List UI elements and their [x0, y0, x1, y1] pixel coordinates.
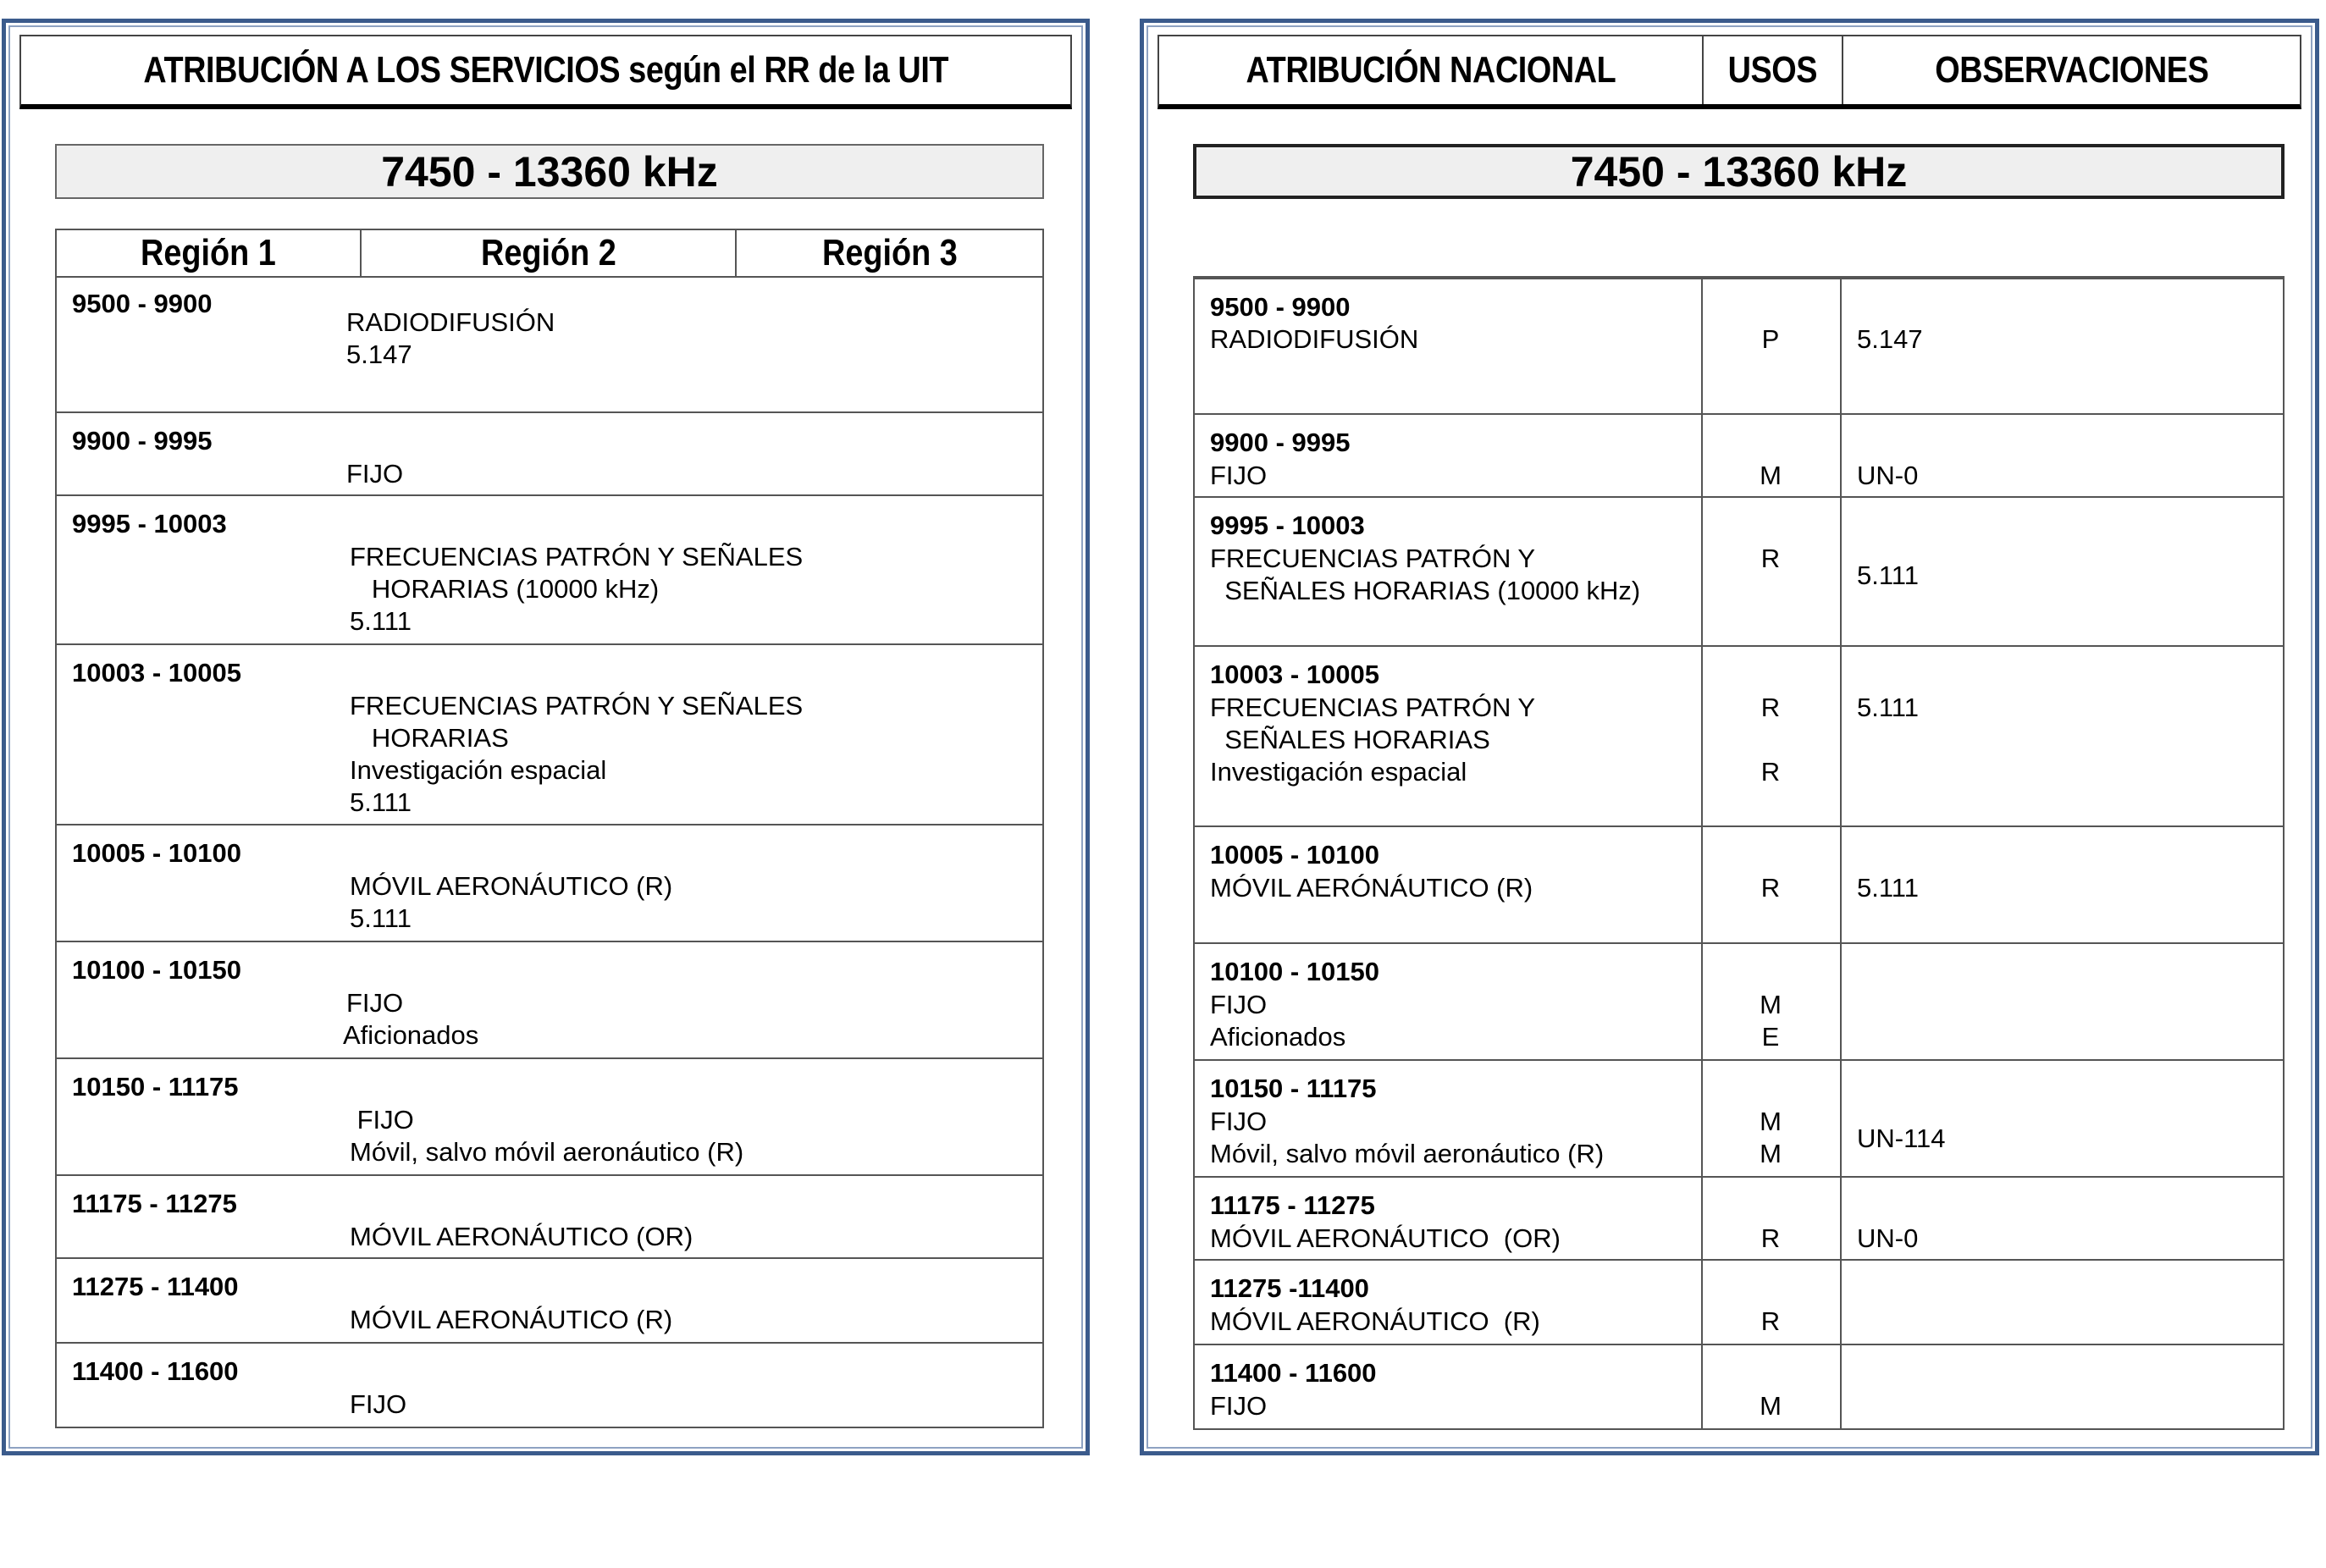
allocation-line: RADIODIFUSIÓN [1210, 324, 1419, 354]
table-row [57, 824, 1042, 941]
frequency-band: 11275 -11400 [1210, 1273, 1369, 1303]
usos-value: M [1760, 1139, 1782, 1168]
allocation-line: MÓVIL AERONÁUTICO (R) [350, 871, 673, 901]
allocation-line: FRECUENCIAS PATRÓN Y SEÑALES [350, 691, 804, 721]
table-row [1195, 942, 2283, 1059]
allocation-line: FIJO [1210, 1391, 1268, 1421]
frequency-band: 10150 - 11175 [1210, 1074, 1377, 1103]
table-row [57, 276, 1042, 411]
usos-value: M [1760, 1391, 1782, 1421]
region-3-header: Región 3 [735, 230, 1042, 276]
itu-allocation-panel [2, 19, 1090, 1455]
allocation-line: FIJO [1210, 1107, 1268, 1136]
observacion-value: UN-0 [1857, 461, 1919, 490]
allocation-line: Móvil, salvo móvil aeronáutico (R) [1210, 1139, 1605, 1168]
observacion-value: UN-0 [1857, 1223, 1919, 1253]
table-row [1195, 1059, 2283, 1176]
allocation-line: Investigación espacial [1210, 757, 1467, 787]
frequency-band: 10100 - 10150 [72, 955, 241, 985]
table-row [57, 1174, 1042, 1257]
region-header-row [55, 229, 1044, 278]
frequency-band: 9900 - 9995 [72, 426, 213, 455]
allocation-line: SEÑALES HORARIAS (10000 kHz) [1210, 576, 1641, 605]
allocation-line: FIJO [350, 1105, 414, 1135]
allocation-line: 5.111 [350, 606, 412, 636]
allocation-line: FRECUENCIAS PATRÓN Y SEÑALES [350, 542, 804, 571]
region-1-header: Región 1 [141, 232, 276, 273]
allocation-line: RADIODIFUSIÓN [346, 307, 555, 337]
observacion-value: 5.111 [1857, 693, 1919, 722]
itu-allocation-table [55, 276, 1044, 1428]
frequency-band: 9500 - 9900 [72, 289, 213, 318]
table-row [1195, 825, 2283, 942]
frequency-band: 10003 - 10005 [1210, 660, 1379, 689]
usos-value: M [1760, 461, 1782, 490]
frequency-band: 10005 - 10100 [1210, 840, 1379, 870]
frequency-band: 11400 - 11600 [1210, 1358, 1377, 1388]
allocation-line: MÓVIL AERONÁUTICO (R) [350, 1305, 673, 1334]
usos-value: R [1760, 757, 1781, 787]
allocation-line: 5.111 [350, 787, 412, 817]
table-row [57, 1057, 1042, 1174]
national-allocation-panel [1140, 19, 2319, 1455]
itu-allocation-header [19, 35, 1072, 109]
table-row [1195, 413, 2283, 496]
table-row [57, 643, 1042, 824]
usos-value: R [1760, 873, 1781, 903]
frequency-band: 10005 - 10100 [72, 838, 241, 868]
observacion-value: UN-114 [1857, 1124, 1946, 1153]
usos-value: R [1760, 1306, 1781, 1336]
allocation-line: MÓVIL AERONÁUTICO (OR) [350, 1222, 693, 1251]
national-allocation-header [1157, 35, 2301, 109]
table-row [1195, 1259, 2283, 1344]
table-row [1195, 1344, 2283, 1428]
usos-header: USOS [1702, 36, 1842, 104]
allocation-line: HORARIAS (10000 kHz) [350, 574, 660, 604]
frequency-band: 9995 - 10003 [72, 509, 227, 538]
frequency-band: 11175 - 11275 [1210, 1190, 1375, 1220]
allocation-line: Aficionados [343, 1020, 479, 1050]
table-row [57, 941, 1042, 1057]
usos-value: R [1760, 693, 1781, 722]
observacion-value: 5.111 [1857, 873, 1919, 903]
allocation-line: 5.147 [346, 340, 412, 369]
frequency-band: 10100 - 10150 [1210, 957, 1379, 986]
allocation-line: MÓVIL AERONÁUTICO (OR) [1210, 1223, 1561, 1253]
frequency-band: 10003 - 10005 [72, 658, 241, 687]
allocation-line: Aficionados [1210, 1022, 1346, 1052]
allocation-line: SEÑALES HORARIAS [1210, 725, 1490, 754]
national-frequency-range: 7450 - 13360 kHz [1193, 144, 2285, 199]
table-row [1195, 496, 2283, 645]
frequency-band: 9995 - 10003 [1210, 511, 1365, 540]
region-2-header: Región 2 [360, 230, 735, 276]
table-row [1195, 645, 2283, 825]
national-allocation-title: ATRIBUCIÓN NACIONAL [1246, 49, 1616, 91]
allocation-line: FIJO [346, 459, 404, 489]
usos-value: R [1760, 1223, 1781, 1253]
observacion-value: 5.111 [1857, 560, 1919, 590]
table-row [57, 1342, 1042, 1427]
itu-allocation-title: ATRIBUCIÓN A LOS SERVICIOS según el RR de la UIT [143, 49, 948, 91]
usos-value: P [1761, 324, 1780, 354]
allocation-line: Investigación espacial [350, 755, 607, 785]
allocation-line: Móvil, salvo móvil aeronáutico (R) [350, 1137, 744, 1167]
usos-value: M [1760, 990, 1782, 1019]
table-row [1195, 1176, 2283, 1259]
allocation-line: FRECUENCIAS PATRÓN Y [1210, 544, 1536, 573]
table-row [57, 411, 1042, 494]
table-row [57, 1257, 1042, 1342]
allocation-line: FIJO [350, 1389, 407, 1419]
observacion-value: 5.147 [1857, 324, 1923, 354]
frequency-band: 11275 - 11400 [72, 1272, 239, 1301]
allocation-line: 5.111 [350, 903, 412, 933]
table-row [1195, 278, 2283, 413]
allocation-line: FIJO [1210, 990, 1268, 1019]
allocation-line: FRECUENCIAS PATRÓN Y [1210, 693, 1536, 722]
frequency-band: 9900 - 9995 [1210, 428, 1351, 457]
usos-value: M [1760, 1107, 1782, 1136]
itu-frequency-range: 7450 - 13360 kHz [55, 144, 1044, 199]
usos-value: E [1761, 1022, 1780, 1052]
allocation-line: FIJO [1210, 461, 1268, 490]
frequency-band: 10150 - 11175 [72, 1072, 239, 1101]
frequency-band: 11175 - 11275 [72, 1189, 237, 1218]
allocation-line: FIJO [346, 988, 404, 1018]
allocation-line: MÓVIL AERONÁUTICO (R) [1210, 1306, 1540, 1336]
table-row [57, 494, 1042, 643]
frequency-band: 9500 - 9900 [1210, 292, 1351, 322]
national-allocation-table [1193, 276, 2285, 1430]
allocation-line: MÓVIL AERÓNÁUTICO (R) [1210, 873, 1533, 903]
usos-value: R [1760, 544, 1781, 573]
observaciones-header: OBSERVACIONES [1842, 36, 2300, 104]
allocation-line: HORARIAS [350, 723, 509, 753]
frequency-band: 11400 - 11600 [72, 1356, 239, 1386]
